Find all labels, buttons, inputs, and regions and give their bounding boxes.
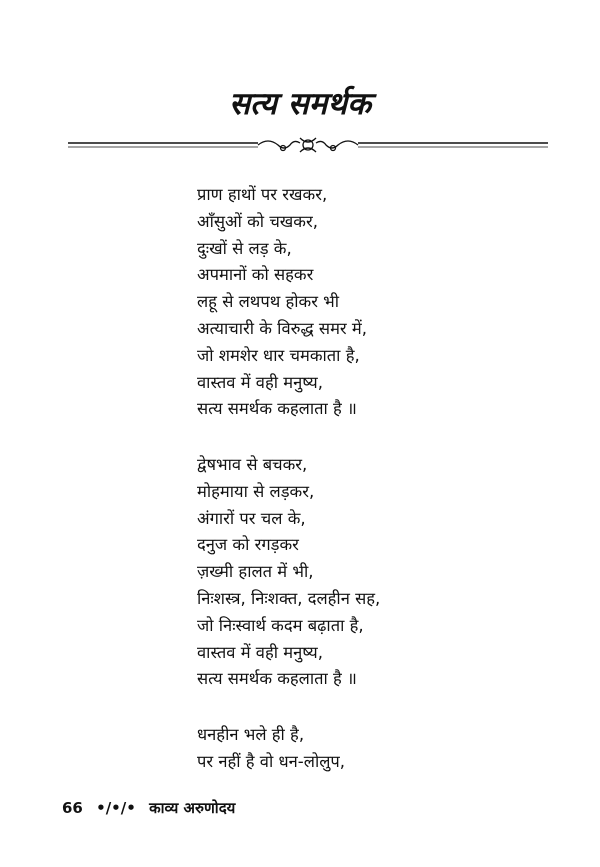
- footer-separator: •/•/•: [96, 799, 136, 817]
- poem-line: धनहीन भले ही है,: [197, 725, 305, 744]
- poem-line: दुःखों से लड़ के,: [197, 238, 292, 258]
- poem-line: अपमानों को सहकर: [197, 265, 314, 285]
- poem-line: दनुज को रगड़कर: [197, 535, 299, 555]
- stanza-3: [197, 722, 345, 776]
- poem-line: वास्तव में वही मनुष्य,: [197, 642, 323, 662]
- poem-line: सत्य समर्थक कहलाता है ॥: [197, 399, 357, 419]
- poem-line: जो शमशेर धार चमकाता है,: [197, 345, 360, 365]
- poem-title: सत्य समर्थक: [229, 86, 371, 122]
- poem-line: जो निःस्वार्थ कदम बढ़ाता है,: [197, 615, 364, 635]
- book-title: काव्य अरुणोदय: [149, 799, 236, 817]
- page-footer: [62, 798, 243, 818]
- stanza-1: [197, 182, 367, 423]
- stanza-2: [197, 452, 380, 693]
- ornamental-divider: [68, 134, 548, 158]
- poem-line: लहू से लथपथ होकर भी: [197, 292, 340, 312]
- poem-line: सत्य समर्थक कहलाता है ॥: [197, 669, 357, 689]
- poem-line: वास्तव में वही मनुष्य,: [197, 372, 323, 392]
- poem-line: द्वेषभाव से बचकर,: [197, 455, 308, 474]
- poem-line: निःशस्त्र, निःशक्त, दलहीन सह,: [197, 588, 381, 608]
- poem-line: अंगारों पर चल के,: [197, 508, 306, 528]
- poem-line: आँसुओं को चखकर,: [197, 211, 318, 231]
- poem-line: मोहमाया से लड़कर,: [197, 481, 315, 501]
- poem-line: पर नहीं है वो धन-लोलुप,: [197, 751, 346, 771]
- page-number: 66: [62, 799, 83, 817]
- poem-line: अत्याचारी के विरुद्ध समर में,: [197, 318, 368, 338]
- poem-line: प्राण हाथों पर रखकर,: [197, 185, 328, 204]
- poem-line: ज़ख्मी हालत में भी,: [197, 562, 314, 582]
